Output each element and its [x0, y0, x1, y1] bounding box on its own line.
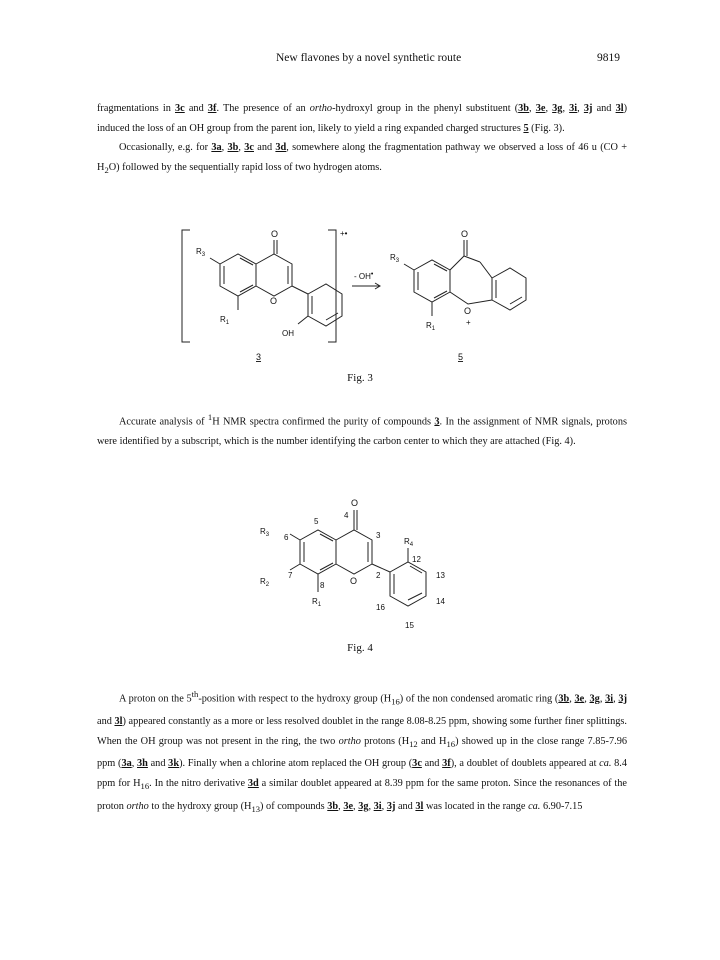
- figure-4-caption: Fig. 4: [347, 642, 373, 654]
- atom-number-3: 3: [376, 531, 381, 540]
- atom-number-4: 4: [344, 511, 349, 520]
- compound-ref[interactable]: 3e: [343, 800, 354, 812]
- compound-ref[interactable]: 3b: [227, 142, 239, 154]
- r3-label: $R_3$: [260, 527, 270, 538]
- atom-number-7: 7: [288, 571, 293, 580]
- atom-number-14: 14: [436, 597, 445, 606]
- atom-number-5: 5: [314, 517, 319, 526]
- compound-ref[interactable]: 3i: [373, 800, 382, 812]
- carbonyl-o: O: [351, 498, 359, 508]
- compound-ref[interactable]: 3l: [415, 800, 424, 812]
- compound-ref[interactable]: 3g: [358, 800, 369, 812]
- figure-3-scheme: [170, 222, 570, 377]
- compound-ref[interactable]: 3j: [583, 103, 593, 114]
- compound-ref[interactable]: 3b: [327, 800, 339, 812]
- compound-ref[interactable]: 3: [434, 416, 440, 428]
- compound-ref[interactable]: 3d: [275, 142, 287, 154]
- carbonyl-o-left: O: [271, 229, 279, 239]
- oh-label: OH: [282, 329, 294, 338]
- compound-ref[interactable]: 3e: [574, 693, 585, 705]
- compound-ref[interactable]: 3k: [168, 758, 180, 770]
- compound-ref[interactable]: 3b: [518, 103, 530, 114]
- atom-number-8: 8: [320, 581, 325, 590]
- r3-right: $R_3$: [390, 253, 400, 264]
- compound-ref[interactable]: 3l: [615, 103, 624, 114]
- compound-ref[interactable]: 3g: [552, 103, 563, 114]
- compound-ref[interactable]: 3h: [137, 758, 148, 770]
- r1-right: $R_1$: [426, 321, 436, 332]
- compound-ref[interactable]: 3d: [247, 777, 259, 789]
- ring-o-left: O: [270, 296, 278, 306]
- compound-ref[interactable]: 5: [523, 122, 529, 134]
- oxonium-plus: +: [466, 318, 471, 327]
- loss-oh-label: - OH•: [354, 271, 374, 281]
- ring-o-right: O: [464, 306, 472, 316]
- compound-ref[interactable]: 3c: [175, 103, 185, 114]
- compound-ref[interactable]: 3i: [569, 103, 578, 114]
- compound-label-3: 3: [256, 352, 262, 362]
- carbonyl-o-right: O: [461, 229, 469, 239]
- paragraph-nmr-analysis: Accurate analysis of $^1$H NMR spectra confirmed the purity of compounds 3. In the assignment of NMR signals, protons were identified by a subscript, which is the number identifying the carbon center to which they are attached (Fig. 4).: [97, 412, 627, 448]
- compound-ref[interactable]: 3l: [114, 716, 123, 728]
- page-number: 9819: [597, 52, 620, 64]
- text-block-top: [97, 99, 627, 180]
- atom-number-6: 6: [284, 533, 289, 542]
- figure-4-numbering: [240, 492, 480, 642]
- compound-ref[interactable]: 3g: [589, 693, 600, 705]
- compound-ref[interactable]: 3c: [412, 758, 422, 770]
- r3-left: $R_3$: [196, 247, 206, 258]
- atom-number-2: 2: [376, 571, 381, 580]
- compound-ref[interactable]: 3c: [244, 142, 254, 154]
- paragraph-occasionally: Occasionally, e.g. for 3a, 3b, 3c and 3d, somewhere along the fragmentation pathway we observed a loss of 46 u $(CO + H_2O)$ followed by the sequentially rapid loss of two hydrogen atoms.: [97, 142, 628, 175]
- compound-ref[interactable]: 3i: [605, 693, 614, 705]
- paragraph-fragmentation: fragmentations in 3c and 3f. The presence of an ortho-hydroxyl group in the phenyl substituent (3b, 3e, 3g, 3i, 3j and 3l) induced the loss of an OH group from the parent ion, likely to yield a ring expanded charged structures 5 (Fig. 3).: [97, 103, 628, 134]
- atom-number-12: 12: [412, 555, 421, 564]
- compound-ref[interactable]: 3f: [442, 758, 451, 770]
- text-block-bottom: [97, 685, 627, 819]
- figure-3-caption: Fig. 3: [347, 372, 373, 384]
- text-block-middle: [97, 408, 627, 452]
- a-ring-right: [414, 260, 450, 302]
- atom-number-15: 15: [405, 621, 414, 630]
- atom-number-16: 16: [376, 603, 385, 612]
- compound-ref[interactable]: 3j: [618, 693, 627, 705]
- atom-number-13: 13: [436, 571, 445, 580]
- running-title: New flavones by a novel synthetic route: [276, 52, 462, 64]
- compound-ref[interactable]: 3a: [121, 758, 132, 770]
- paragraph-proton-assignments: A proton on the 5th-position with respect to the hydroxy group $(H_{16})$ of the non condensed aromatic ring (3b, 3e, 3g, 3i, 3j and 3l) appeared constantly as a more or less resolved doublet in the range 8.08-8.25 ppm, showing some further finer splittings. When the OH group was not present in the ring, the two ortho protons ($H_{12}$ and $H_{16}$) showed up in the close range 7.85-7.96 ppm (3a, 3h and 3k). Finally when a chlorine atom replaced the OH group (3c and 3f), a doublet of doublets appeared at ca. 8.4 ppm for $H_{16}$. In the nitro derivative 3d a similar doublet appeared at 8.39 ppm for the same proton. Since the resonances of the proton ortho to the hydroxy group $(H_{13})$ of compounds 3b, 3e, 3g, 3i, 3j and 3l was located in the range ca. 6.90-7.15: [97, 689, 627, 814]
- compound-label-5: 5: [458, 352, 464, 362]
- ring-o: O: [350, 576, 358, 586]
- a-ring-left: [220, 254, 256, 296]
- r1-left: $R_1$: [220, 315, 230, 326]
- left-bracket: [182, 230, 190, 342]
- compound-ref[interactable]: 3j: [386, 800, 396, 812]
- compound-ref[interactable]: 3b: [558, 693, 570, 705]
- r2-label: $R_2$: [260, 577, 270, 588]
- r4-label: $R_4$: [404, 537, 414, 548]
- compound-ref[interactable]: 3e: [535, 103, 546, 114]
- compound-ref[interactable]: 3a: [211, 142, 222, 154]
- radical-cation-sign: +•: [340, 229, 348, 238]
- compound-ref[interactable]: 3f: [207, 103, 217, 114]
- r1-label: $R_1$: [312, 597, 322, 608]
